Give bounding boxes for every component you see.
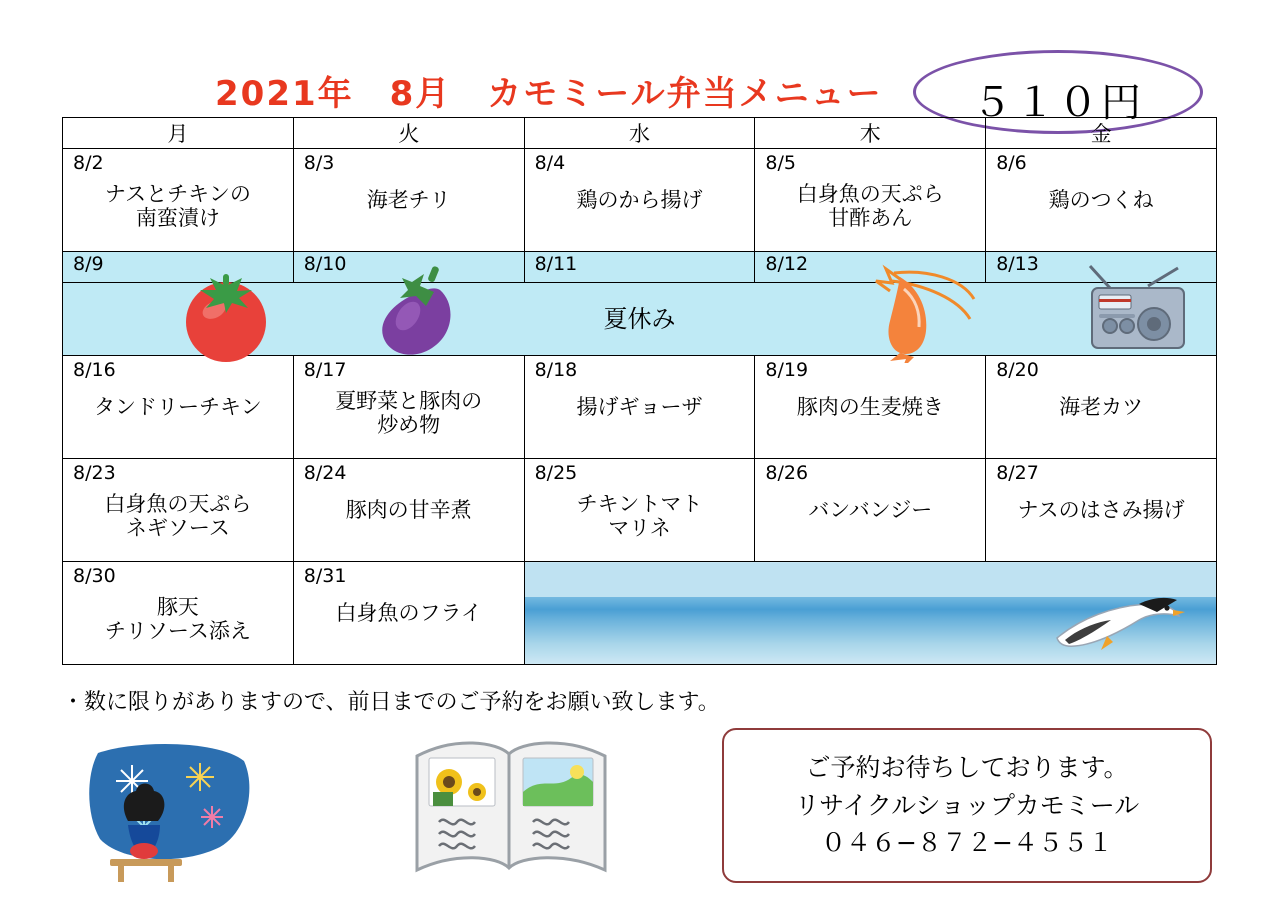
cell-date: 8/10	[303, 253, 347, 275]
seagull-illustration	[1035, 582, 1185, 662]
weekday-header-fri: 金	[986, 118, 1217, 149]
cell-menu: バンバンジー	[808, 497, 933, 522]
book-illustration	[405, 730, 620, 890]
calendar-day-cell	[986, 459, 1217, 562]
cell-date: 8/2	[73, 152, 104, 174]
cell-menu: 鶏のから揚げ	[576, 187, 703, 212]
calendar-day-cell	[63, 356, 294, 459]
cell-menu: ナスのはさみ揚げ	[1017, 497, 1185, 522]
cell-menu: 鶏のつくね	[1048, 187, 1154, 212]
calendar-day-cell	[293, 562, 524, 665]
page-title: 2021年 8月 カモミール弁当メニュー	[215, 74, 883, 114]
cell-date: 8/13	[996, 253, 1039, 275]
cell-menu: タンドリーチキン	[94, 394, 262, 419]
calendar-week-row	[63, 356, 1217, 459]
shrimp-illustration	[870, 255, 980, 363]
cell-menu: 夏野菜と豚肉の 炒め物	[335, 388, 483, 438]
cell-menu: 白身魚の天ぷら ネギソース	[104, 491, 252, 541]
cell-date: 8/11	[534, 253, 578, 275]
cell-date: 8/23	[73, 462, 116, 484]
cell-date: 8/20	[996, 359, 1039, 381]
calendar-day-cell	[755, 356, 986, 459]
cell-date: 8/27	[996, 462, 1039, 484]
calendar-day-cell	[755, 459, 986, 562]
contact-line-2: リサイクルショップカモミール	[794, 790, 1140, 820]
calendar-day-cell	[986, 356, 1217, 459]
fireworks-illustration	[80, 735, 260, 885]
cell-menu: 豚天 チリソース添え	[104, 594, 251, 644]
cell-date: 8/18	[534, 359, 578, 381]
weekday-header-wed: 水	[524, 118, 755, 149]
cell-date: 8/16	[73, 359, 116, 381]
cell-date: 8/25	[534, 462, 578, 484]
page-header	[0, 28, 1280, 126]
calendar-day-cell	[293, 459, 524, 562]
cell-menu: 揚げギョーザ	[576, 394, 703, 419]
cell-date: 8/4	[534, 152, 566, 174]
price-label: ５１０円	[972, 80, 1144, 126]
calendar-day-cell	[755, 149, 986, 252]
weekday-header-row	[63, 118, 1217, 149]
calendar-day-cell	[524, 149, 755, 252]
cell-date: 8/26	[765, 462, 809, 484]
calendar-week-row	[63, 149, 1217, 252]
cell-menu: チキントマト マリネ	[576, 491, 703, 541]
cell-menu: ナスとチキンの 南蛮漬け	[104, 181, 251, 231]
cell-menu: 豚肉の生麦焼き	[796, 394, 944, 419]
cell-date: 8/3	[303, 152, 335, 174]
contact-phone: ０４６−８７２−４５５１	[821, 828, 1113, 858]
cell-menu: 白身魚の天ぷら 甘酢あん	[796, 181, 944, 231]
cell-menu: 海老カツ	[1059, 394, 1144, 419]
contact-line-1: ご予約お待ちしております。	[805, 753, 1129, 783]
eggplant-illustration	[370, 262, 468, 362]
weekday-header-thu: 木	[755, 118, 986, 149]
cell-menu: 海老チリ	[366, 187, 451, 212]
weekday-header-mon: 月	[63, 118, 294, 149]
reservation-note: ・数に限りがありますので、前日までのご予約をお願い致します。	[62, 690, 720, 715]
cell-menu: 白身魚のフライ	[335, 600, 482, 625]
tomato-illustration	[172, 260, 280, 365]
calendar-day-cell	[63, 562, 294, 665]
calendar-day-cell	[63, 459, 294, 562]
cell-date: 8/9	[73, 253, 104, 275]
calendar-day-cell	[524, 252, 755, 283]
calendar-day-cell	[524, 459, 755, 562]
cell-date: 8/19	[765, 359, 809, 381]
cell-date: 8/24	[303, 462, 347, 484]
calendar-week-row	[63, 459, 1217, 562]
calendar-day-cell	[63, 149, 294, 252]
cell-date: 8/17	[303, 359, 347, 381]
cell-date: 8/30	[73, 565, 116, 587]
calendar-day-cell	[986, 149, 1217, 252]
contact-box	[722, 728, 1212, 883]
calendar-day-cell	[293, 356, 524, 459]
cell-date: 8/12	[765, 253, 809, 275]
weekday-header-tue: 火	[293, 118, 524, 149]
calendar-day-cell	[293, 149, 524, 252]
radio-illustration	[1082, 262, 1192, 358]
cell-menu: 豚肉の甘辛煮	[345, 497, 472, 522]
cell-date: 8/31	[303, 565, 347, 587]
calendar-day-cell	[524, 356, 755, 459]
cell-date: 8/5	[765, 152, 796, 174]
cell-date: 8/6	[996, 152, 1027, 174]
summer-holiday-label: 夏休み	[603, 305, 676, 333]
